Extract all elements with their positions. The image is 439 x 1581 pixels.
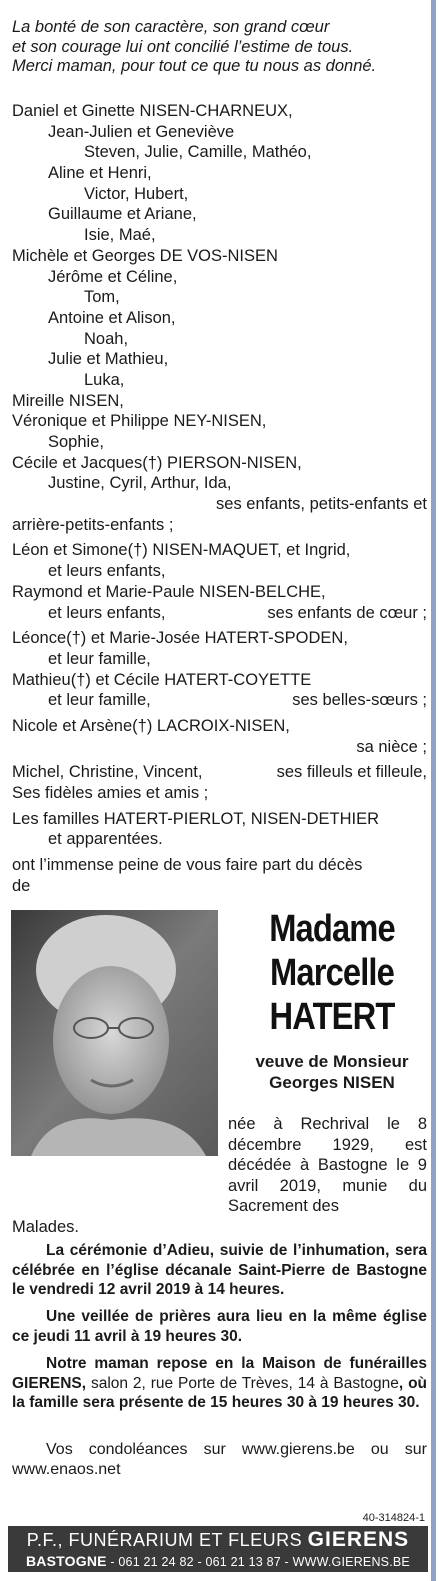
- family-line: [12, 204, 427, 225]
- family-line-text: et leur famille,: [48, 649, 151, 668]
- family-line: [12, 287, 427, 308]
- rest-normal: salon 2, rue Porte de Trèves, 14 à Bastogne: [86, 1374, 399, 1392]
- family-relation: ses enfants, petits-enfants et: [216, 495, 427, 514]
- condolences-link[interactable]: Vos condoléances sur www.gierens.be ou sur www.enaos.net: [12, 1441, 427, 1478]
- deceased-last-name: HATERT: [269, 996, 395, 1038]
- family-line-text: Ses fidèles amies et amis ;: [12, 784, 209, 802]
- family-line: [12, 876, 427, 897]
- family-line: [12, 225, 427, 246]
- family-line-text: Nicole et Arsène(†) LACROIX-NISEN,: [12, 716, 290, 735]
- family-line: [12, 453, 427, 474]
- family-line-text: Daniel et Ginette NISEN-CHARNEUX,: [12, 102, 293, 120]
- rest-bold-1: Notre maman repose en la Maison de funérailles GIERENS,: [12, 1355, 427, 1392]
- ceremony-text: [12, 1241, 427, 1300]
- family-line-text: Léon et Simone(†) NISEN-MAQUET, et Ingrid,: [12, 541, 351, 560]
- family-line: [12, 762, 427, 783]
- widow-line-2: Georges NISEN: [269, 1073, 395, 1092]
- deceased-first-name: Marcelle: [270, 952, 394, 994]
- family-line: [12, 473, 427, 494]
- family-line: [12, 582, 427, 603]
- epigraph-line: Merci maman, pour tout ce que tu nous as donné.: [12, 57, 377, 75]
- family-line-text: Aline et Henri,: [48, 164, 152, 183]
- portrait-photo: [11, 910, 218, 1156]
- family-line-text: Michèle et Georges DE VOS-NISEN: [12, 246, 278, 265]
- banner-prefix: P.F., FUNÉRARIUM ET FLEURS: [26, 1530, 308, 1550]
- family-line: [12, 349, 427, 370]
- family-line-text: Jérôme et Céline,: [48, 267, 178, 286]
- family-line-text: Léonce(†) et Marie-Josée HATERT-SPODEN,: [12, 629, 348, 648]
- family-line: [12, 494, 427, 515]
- family-line-text: et apparentées.: [48, 830, 163, 849]
- family-line-text: ont l’immense peine de vous faire part du décès: [12, 856, 363, 875]
- epigraph: [12, 18, 427, 77]
- family-line: [12, 432, 427, 453]
- family-line-text: Noah,: [84, 329, 129, 348]
- widow-of: [232, 1051, 432, 1093]
- banner-brand: GIERENS: [307, 1528, 410, 1551]
- widow-line-1: veuve de Monsieur: [255, 1052, 409, 1071]
- family-line-text: Sophie,: [48, 433, 104, 451]
- family-line-text: Justine, Cyril, Arthur, Ida,: [48, 474, 232, 493]
- family-line: [12, 246, 427, 267]
- family-line: [12, 267, 427, 288]
- rest-bold-2: , où la famille sera présente de 15 heures 30 à 19 heures 30.: [12, 1374, 427, 1411]
- family-line: [12, 142, 427, 163]
- banner-contacts: - 061 21 24 82 - 061 21 13 87 - WWW.GIERENS.BE: [106, 1555, 410, 1569]
- family-line: [12, 690, 427, 711]
- family-line: [12, 561, 427, 582]
- family-line: [12, 855, 427, 876]
- family-relation: ses belles-sœurs ;: [292, 691, 427, 710]
- family-line-text: Jean-Julien et Geneviève: [48, 122, 235, 141]
- funeral-home-banner: [8, 1526, 428, 1572]
- banner-city: BASTOGNE: [26, 1553, 107, 1569]
- family-line-text: Véronique et Philippe NEY-NISEN,: [12, 412, 267, 431]
- family-line: [12, 649, 427, 670]
- family-line-text: Mireille NISEN,: [12, 391, 124, 410]
- family-line: [12, 829, 427, 850]
- ceremony-bold: La cérémonie d’Adieu, suivie de l’inhumation, sera célébrée en l’église décanale Saint-Pierre de Bastogne le vendredi 12 avril 2019 à 14 heures.: [12, 1242, 427, 1298]
- epigraph-line: et son courage lui ont concilié l’estime de tous.: [12, 37, 354, 56]
- biography: née à Rechrival le 8 décembre 1929, est décédée à Bastogne le 9 avril 2019, munie du Sacrement des: [228, 1115, 427, 1215]
- family-line-text: arrière-petits-enfants ;: [12, 515, 174, 534]
- epigraph-line: La bonté de son caractère, son grand cœur: [12, 18, 330, 36]
- banner-line-2: [8, 1552, 428, 1571]
- family-line: [12, 716, 427, 737]
- family-line: [12, 184, 427, 205]
- condolences-text: [12, 1440, 427, 1479]
- family-line-text: Raymond et Marie-Paule NISEN-BELCHE,: [12, 582, 326, 601]
- family-line-text: Les familles HATERT-PIERLOT, NISEN-DETHIER: [12, 809, 380, 828]
- family-line: [12, 308, 427, 329]
- family-line: [12, 670, 427, 691]
- rest-text: [12, 1354, 427, 1413]
- family-line-text: Cécile et Jacques(†) PIERSON-NISEN,: [12, 453, 302, 472]
- family-line: [12, 391, 427, 412]
- family-line-text: Julie et Mathieu,: [48, 350, 169, 369]
- family-relation: ses filleuls et filleule,: [276, 763, 427, 782]
- family-line-text: Michel, Christine, Vincent,: [12, 763, 203, 782]
- portrait-illustration: [11, 910, 218, 1156]
- banner-line-1: [8, 1526, 428, 1552]
- family-line: [12, 783, 427, 804]
- family-line: [12, 603, 427, 624]
- family-line: [12, 628, 427, 649]
- family-line-text: Luka,: [84, 370, 125, 389]
- family-line-text: et leurs enfants,: [48, 603, 166, 622]
- vigil-bold: Une veillée de prières aura lieu en la même église ce jeudi 11 avril à 19 heures 30.: [12, 1308, 427, 1345]
- family-line: [12, 370, 427, 391]
- family-line: [12, 163, 427, 184]
- family-line: [12, 515, 427, 536]
- reference-number: 40-314824-1: [362, 1512, 425, 1524]
- family-line-text: Steven, Julie, Camille, Mathéo,: [84, 143, 312, 162]
- family-line-text: et leur famille,: [48, 691, 151, 710]
- family-line: [12, 101, 427, 122]
- family-list: [12, 101, 427, 896]
- family-line-text: de: [12, 876, 31, 895]
- family-line: [12, 737, 427, 758]
- family-relation: ses enfants de cœur ;: [267, 603, 427, 622]
- deceased-title: Madame: [269, 908, 395, 950]
- family-line: [12, 540, 427, 561]
- deceased-name: [246, 907, 418, 1039]
- family-line-text: Victor, Hubert,: [84, 184, 189, 203]
- family-line: [12, 329, 427, 350]
- family-line-text: Isie, Maé,: [84, 226, 156, 245]
- family-line: [12, 411, 427, 432]
- family-line: [12, 122, 427, 143]
- family-line-text: Mathieu(†) et Cécile HATERT-COYETTE: [12, 670, 312, 689]
- vigil-text: [12, 1307, 427, 1346]
- family-line-text: et leurs enfants,: [48, 562, 166, 581]
- biography-end: Malades.: [12, 1218, 79, 1236]
- family-line-text: Antoine et Alison,: [48, 308, 176, 327]
- family-line-text: Guillaume et Ariane,: [48, 205, 197, 224]
- family-line: [12, 809, 427, 830]
- family-relation: sa nièce ;: [356, 737, 427, 756]
- family-line-text: Tom,: [84, 288, 120, 307]
